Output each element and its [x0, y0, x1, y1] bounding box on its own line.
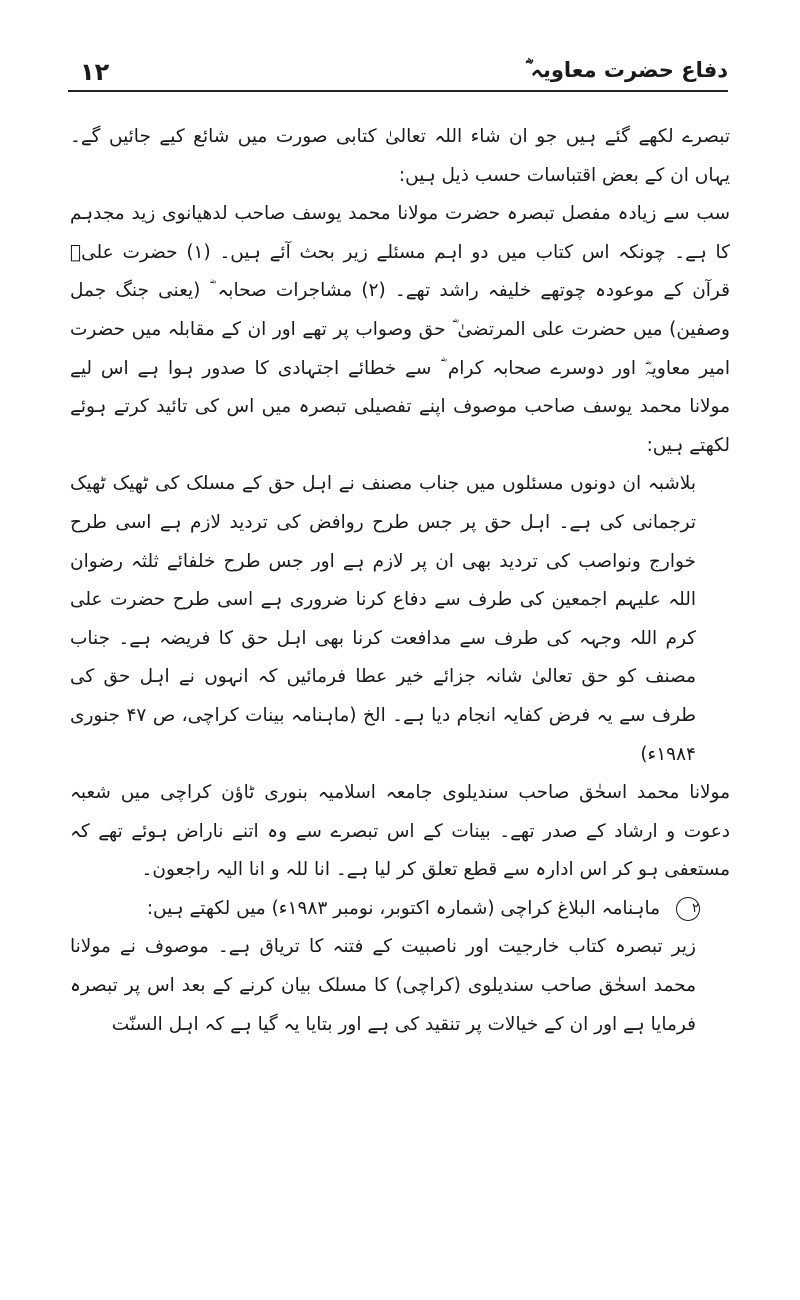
quoted-passage: بلاشبہ ان دونوں مسئلوں میں جناب مصنف نے اہل حق کے مسلک کی ٹھیک ٹھیک ترجمانی کی ہے۔ اہل حق پر جس طرح روافض کی تردید لازم ہے اسی طرح خوارج ونواصب کی تردید بھی ان پر لازم ہے اور جس طرح خلفائے ثلثہ رضوان اللہ علیہم اجمعین کی طرف سے دفاع کرنا ضروری ہے اسی طرح حضرت علی کرم اللہ وجہہ کی طرف سے مدافعت کرنا بھی اہل حق کا فریضہ ہے۔ جناب مصنف کو حق تعالیٰ شانہ جزائے خیر عطا فرمائیں کہ انہوں نے اہل حق کی طرف سے یہ فرض کفایہ انجام دیا ہے۔ الخ (ماہنامہ بینات کراچی، ص ۴۷ جنوری ۱۹۸۴ء)	[70, 473, 696, 765]
page-number: ۱۲	[80, 58, 110, 86]
paragraph-review: سب سے زیادہ مفصل تبصرہ حضرت مولانا محمد یوسف صاحب لدھیانوی زید مجدہم کا ہے۔ چونکہ اس کتاب میں دو اہم مسئلے زیر بحث آئے ہیں۔ (۱) حضرت علیؓ قرآن کے موعودہ چوتھے خلیفہ راشد تھے۔ (۲) مشاجرات صحابہ ؓ (یعنی جنگ جمل وصفین) میں حضرت علی المرتضیٰ ؓ حق وصواب پر تھے اور ان کے مقابلہ میں حضرت امیر معاویہؓ اور دوسرے صحابہ کرام ؓ سے خطائے اجتہادی کا صدور ہوا ہے اس لیے مولانا محمد یوسف صاحب موصوف اپنے تفصیلی تبصرہ میں اس کی تائید کرتے ہوئے لکھتے ہیں:	[70, 203, 730, 456]
item-text: ماہنامہ البلاغ کراچی (شمارہ اکتوبر، نومبر ۱۹۸۳ء) میں لکھتے ہیں:	[146, 897, 660, 919]
item-number-badge: ۲	[676, 897, 700, 921]
body-text	[70, 118, 730, 1044]
numbered-item	[70, 890, 730, 929]
quoted-passage-albalagh: زیر تبصرہ کتاب خارجیت اور ناصبیت کے فتنہ کا تریاق ہے۔ موصوف نے مولانا محمد اسحٰق صاحب سندیلوی (کراچی) کا مسلک بیان کرنے کے بعد اس پر تبصرہ فرمایا ہے اور ان کے خیالات پر تنقید کی ہے اور بتایا یہ گیا ہے کہ اہل السنّت	[70, 936, 696, 1035]
paragraph-resignation: مولانا محمد اسحٰق صاحب سندیلوی جامعہ اسلامیہ بنوری ٹاؤن کراچی میں شعبہ دعوت و ارشاد کے صدر تھے۔ بینات کے اس تبصرے سے وہ اتنے ناراض ہوئے تھے کہ مستعفی ہو کر اس ادارہ سے قطع تعلق کر لیا ہے۔ انا للہ و انا الیہ راجعون۔	[70, 782, 730, 881]
paragraph-intro: تبصرے لکھے گئے ہیں جو ان شاء اللہ تعالیٰ کتابی صورت میں شائع کیے جائیں گے۔ یہاں ان کے بعض اقتباسات حسب ذیل ہیں:	[70, 126, 730, 186]
running-title: دفاع حضرت معاویہ ؓ	[525, 58, 728, 82]
page-header	[68, 48, 728, 92]
